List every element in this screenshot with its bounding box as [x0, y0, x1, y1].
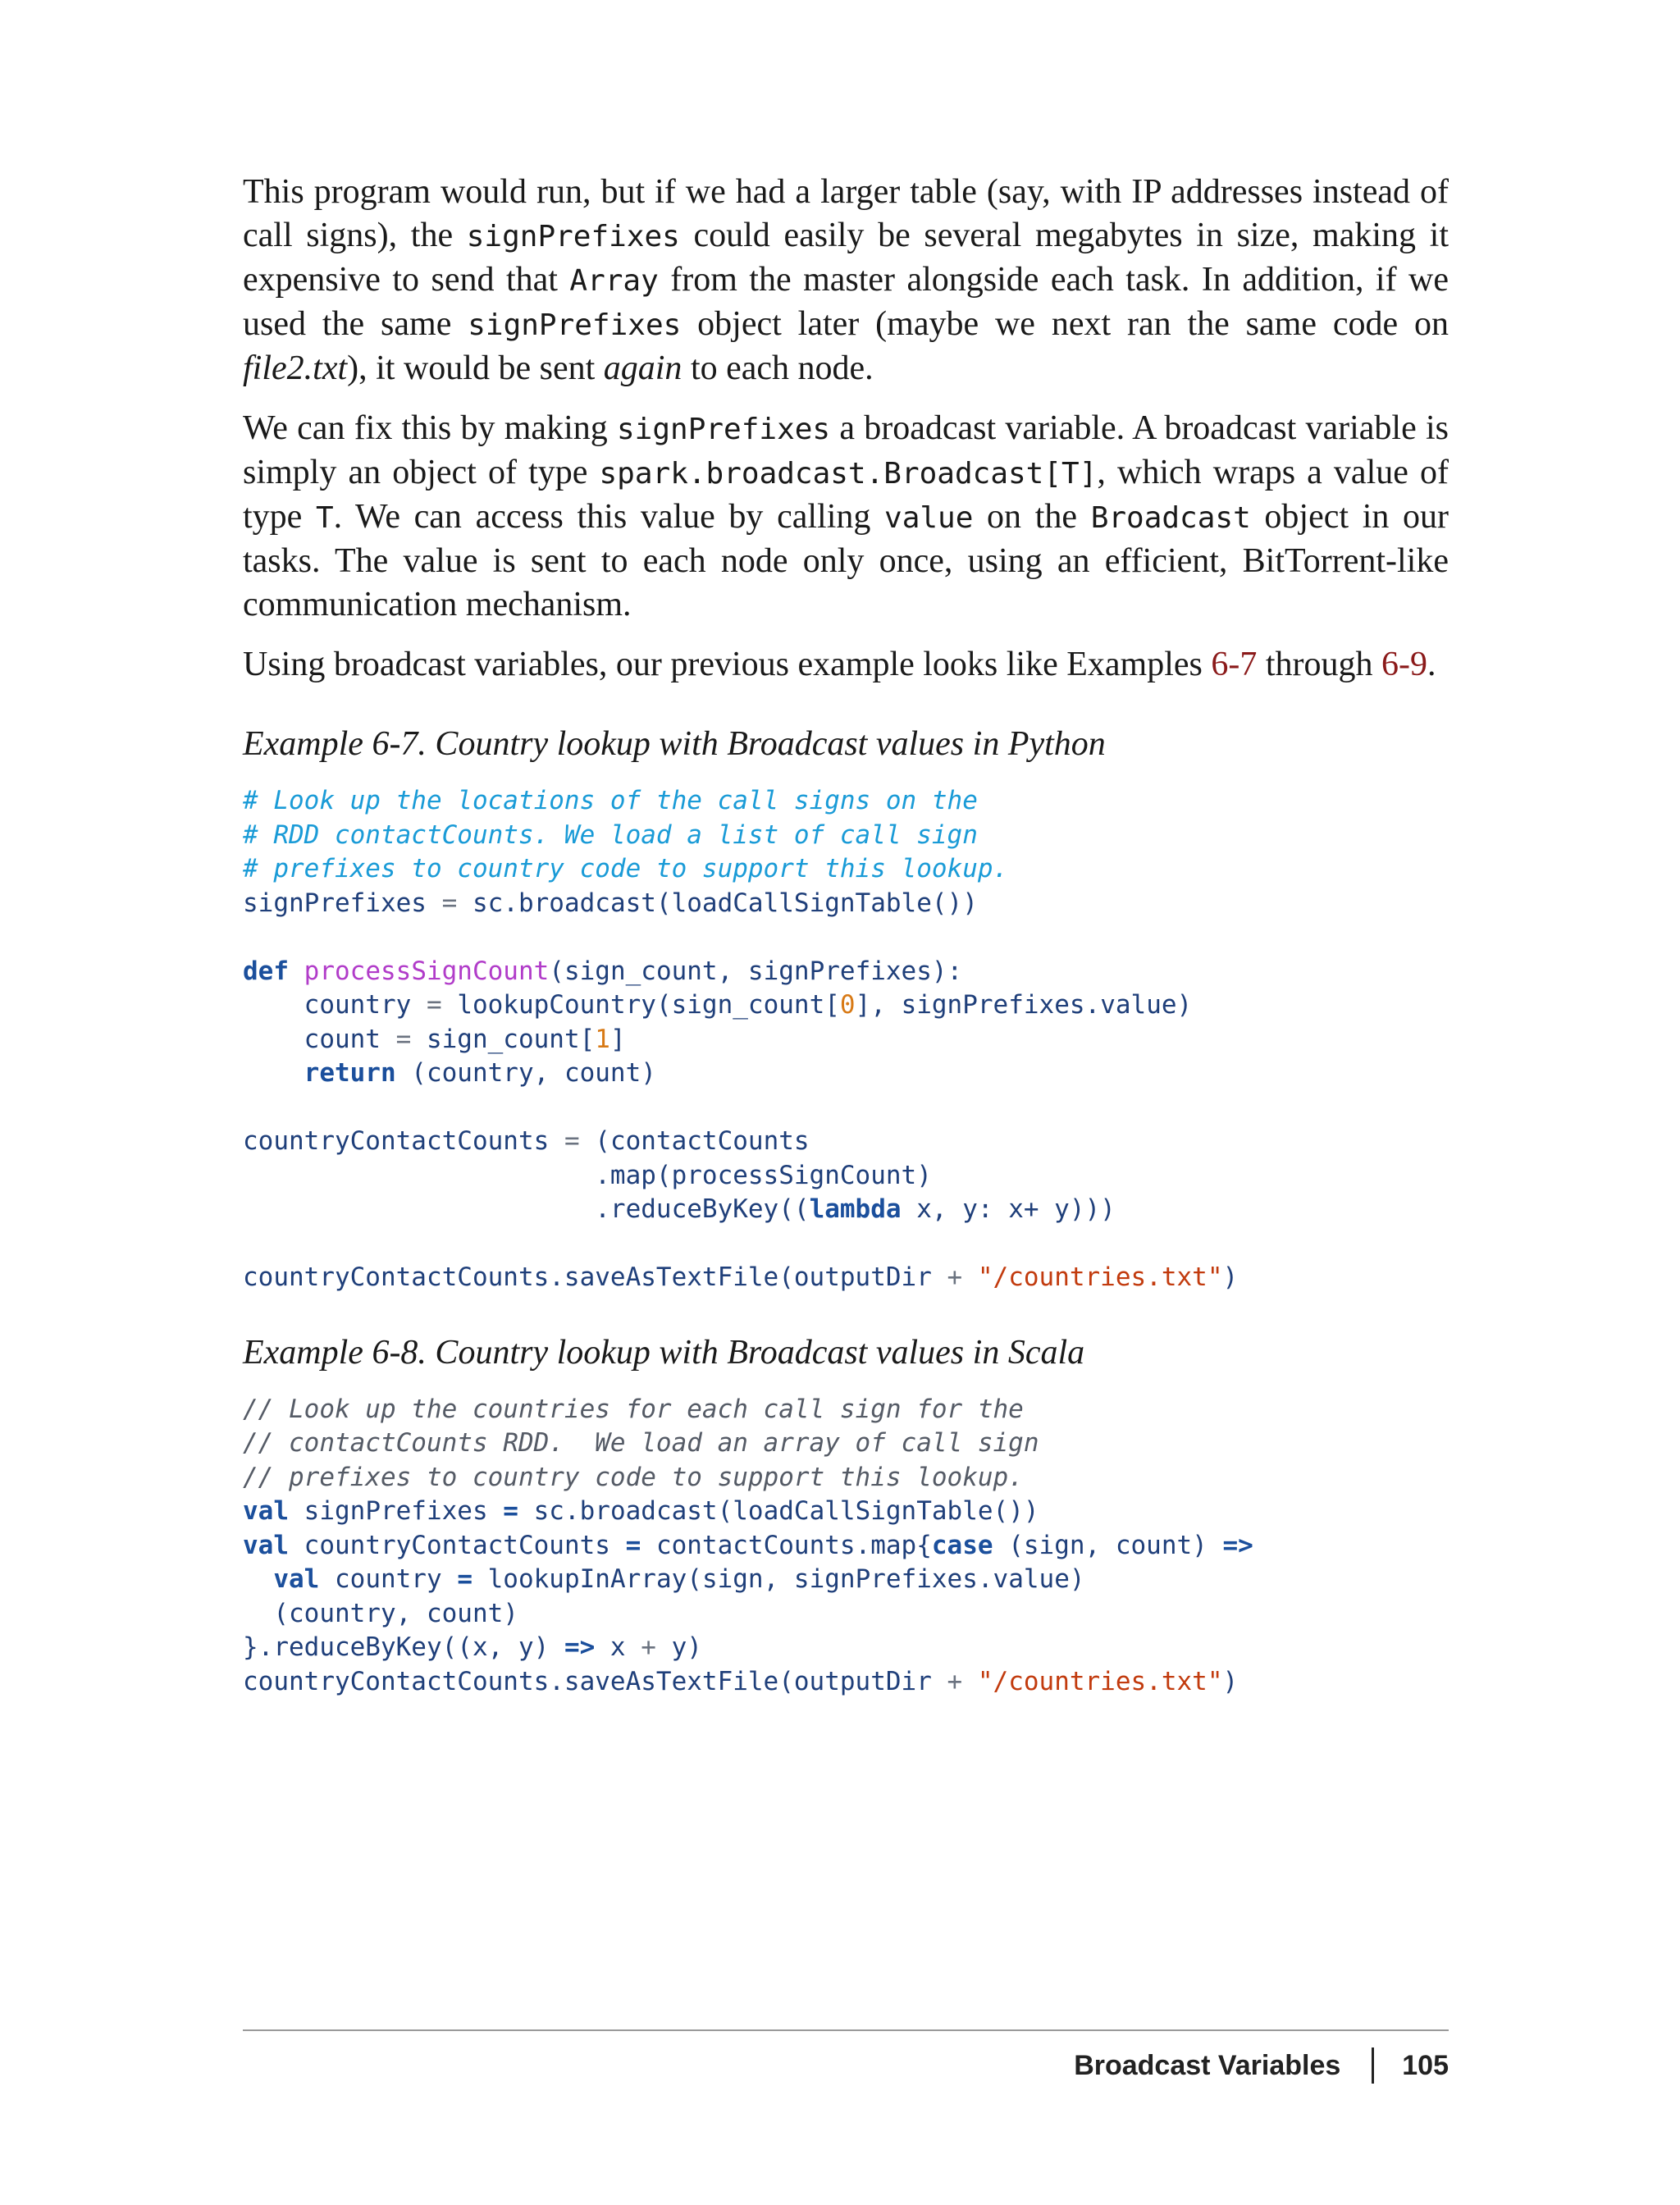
emphasis: again — [603, 349, 682, 387]
code-token: y) — [655, 1632, 702, 1662]
inline-code: signPrefixes — [466, 220, 680, 253]
code-operator: + — [947, 1262, 963, 1292]
inline-code: Broadcast — [1090, 501, 1251, 535]
code-token — [962, 1667, 978, 1696]
code-number: 0 — [839, 990, 856, 1020]
code-comment: # RDD contactCounts. We load a list of call sign — [243, 819, 978, 850]
code-block-scala — [243, 1393, 1449, 1700]
page-number: 105 — [1402, 2049, 1449, 2081]
code-token: lookupInArray(sign, signPrefixes.value) — [472, 1564, 1085, 1594]
code-token: x — [595, 1632, 641, 1662]
code-token: ] — [609, 1024, 626, 1054]
code-keyword: case — [931, 1530, 993, 1560]
paragraph-1 — [243, 171, 1449, 390]
code-token: count — [243, 1024, 381, 1054]
code-keyword: lambda — [809, 1194, 902, 1224]
code-token: sc.broadcast(loadCallSignTable()) — [518, 1496, 1039, 1526]
text: from the master alongside each task. In addition, if we used the same — [243, 261, 1449, 343]
footer-separator — [1372, 2048, 1374, 2084]
code-token: contactCounts.map{ — [641, 1530, 932, 1560]
code-comment: # prefixes to country code to support this lookup. — [243, 854, 1009, 883]
code-keyword: def — [243, 956, 289, 986]
code-token: (country, count) — [243, 1598, 518, 1628]
code-keyword: val — [243, 1496, 289, 1526]
text: object later (maybe we next ran the same code on — [681, 305, 1449, 343]
code-token: (sign_count, signPrefixes): — [549, 956, 963, 986]
code-token: }.reduceByKey((x, y) — [243, 1632, 564, 1662]
code-token: ) — [1222, 1262, 1239, 1292]
text: Using broadcast variables, our previous example looks like Examples — [243, 646, 1212, 683]
filename: file2.txt — [243, 349, 348, 387]
code-token: .reduceByKey(( — [243, 1194, 810, 1224]
footer-divider — [243, 2029, 1449, 2031]
paragraph-2 — [243, 407, 1449, 627]
code-token: (country, count) — [395, 1058, 656, 1088]
code-token: .value) — [1084, 990, 1193, 1020]
code-number: 1 — [595, 1024, 610, 1054]
text: . — [1427, 646, 1436, 683]
code-token: ) — [1222, 1666, 1239, 1696]
xref-link-6-9[interactable]: 6-9 — [1381, 646, 1428, 683]
text: a broadcast variable. A broadcast variable is simply an object of type — [243, 409, 1449, 491]
code-token: ], signPrefixes — [855, 990, 1085, 1020]
code-token: .map(processSignCount) — [243, 1160, 932, 1190]
code-operator: = — [426, 888, 472, 918]
code-token: countryContactCounts — [289, 1530, 626, 1560]
xref-link-6-7[interactable]: 6-7 — [1211, 646, 1258, 683]
text: through — [1257, 646, 1382, 683]
code-token: countryContactCounts.saveAsTextFile(outputDir — [243, 1666, 947, 1696]
text: We can fix this by making — [243, 409, 617, 447]
inline-code: signPrefixes — [617, 413, 831, 446]
code-token: countryContactCounts — [243, 1126, 550, 1156]
code-token — [962, 1262, 978, 1292]
code-operator: = — [380, 1024, 427, 1054]
example-caption-python: Example 6-7. Country lookup with Broadcast values in Python — [243, 725, 1106, 763]
code-function-name: processSignCount — [304, 956, 550, 986]
code-block-python — [243, 784, 1449, 1295]
code-string: "/countries.txt" — [977, 1262, 1223, 1292]
code-operator: = — [549, 1126, 596, 1156]
code-operator: = — [625, 1530, 641, 1560]
code-comment: // prefixes to country code to support this lookup. — [243, 1462, 1024, 1492]
text: could easily be several megabytes in size, making it expensive to send that — [243, 217, 1449, 299]
inline-code: spark.broadcast.Broadcast[T] — [599, 457, 1098, 491]
code-keyword: return — [243, 1058, 396, 1088]
code-token: country — [243, 990, 412, 1020]
code-operator: = — [503, 1496, 518, 1526]
code-token: (sign, count) — [993, 1530, 1223, 1560]
code-keyword: val — [243, 1564, 320, 1594]
text: to each node. — [682, 349, 874, 387]
code-operator: + — [641, 1632, 656, 1662]
code-token: .broadcast(loadCallSignTable()) — [503, 888, 978, 918]
text: object in our tasks. The value is sent to each node only once, using an efficient, BitTorrent-like communication mechanism. — [243, 498, 1449, 623]
code-token: signPrefixes — [243, 888, 427, 918]
code-token: x, y: x+ y))) — [901, 1194, 1116, 1224]
code-token: signPrefixes — [289, 1496, 504, 1526]
code-token: (contactCounts — [595, 1126, 810, 1156]
inline-code: Array — [569, 264, 659, 298]
code-token: countryContactCounts.saveAsTextFile(outputDir — [243, 1262, 947, 1292]
inline-code: value — [884, 501, 974, 535]
code-keyword: val — [243, 1530, 289, 1560]
code-comment: # Look up the locations of the call signs on the — [243, 786, 978, 815]
page-footer — [1074, 2041, 1449, 2090]
code-operator: + — [947, 1666, 963, 1696]
text: ), it would be sent — [347, 349, 604, 387]
code-arrow: => — [1222, 1530, 1253, 1560]
text: on the — [973, 498, 1091, 536]
code-arrow: => — [564, 1632, 596, 1662]
paragraph-3 — [243, 643, 1449, 687]
code-comment: // Look up the countries for each call sign for the — [243, 1394, 1024, 1424]
text: . We can access this value by calling — [333, 498, 885, 536]
code-operator: = — [457, 1564, 472, 1594]
text: , which wraps a value of type — [243, 454, 1449, 536]
example-caption-scala: Example 6-8. Country lookup with Broadcast values in Scala — [243, 1333, 1085, 1372]
code-token: country — [319, 1564, 458, 1594]
running-section-title: Broadcast Variables — [1074, 2049, 1341, 2081]
code-operator: = — [411, 990, 458, 1020]
code-token: sign_count[ — [426, 1024, 596, 1054]
text: This program would run, but if we had a larger table (say, with IP addresses instead of call signs), the — [243, 173, 1449, 254]
page-content — [243, 171, 1449, 1699]
inline-code: signPrefixes — [468, 308, 682, 342]
code-comment: // contactCounts RDD. We load an array of call sign — [243, 1428, 1039, 1458]
code-token: sc — [472, 888, 504, 918]
code-token: lookupCountry(sign_count[ — [457, 990, 840, 1020]
code-string: "/countries.txt" — [977, 1666, 1223, 1696]
inline-code: T — [315, 501, 334, 535]
